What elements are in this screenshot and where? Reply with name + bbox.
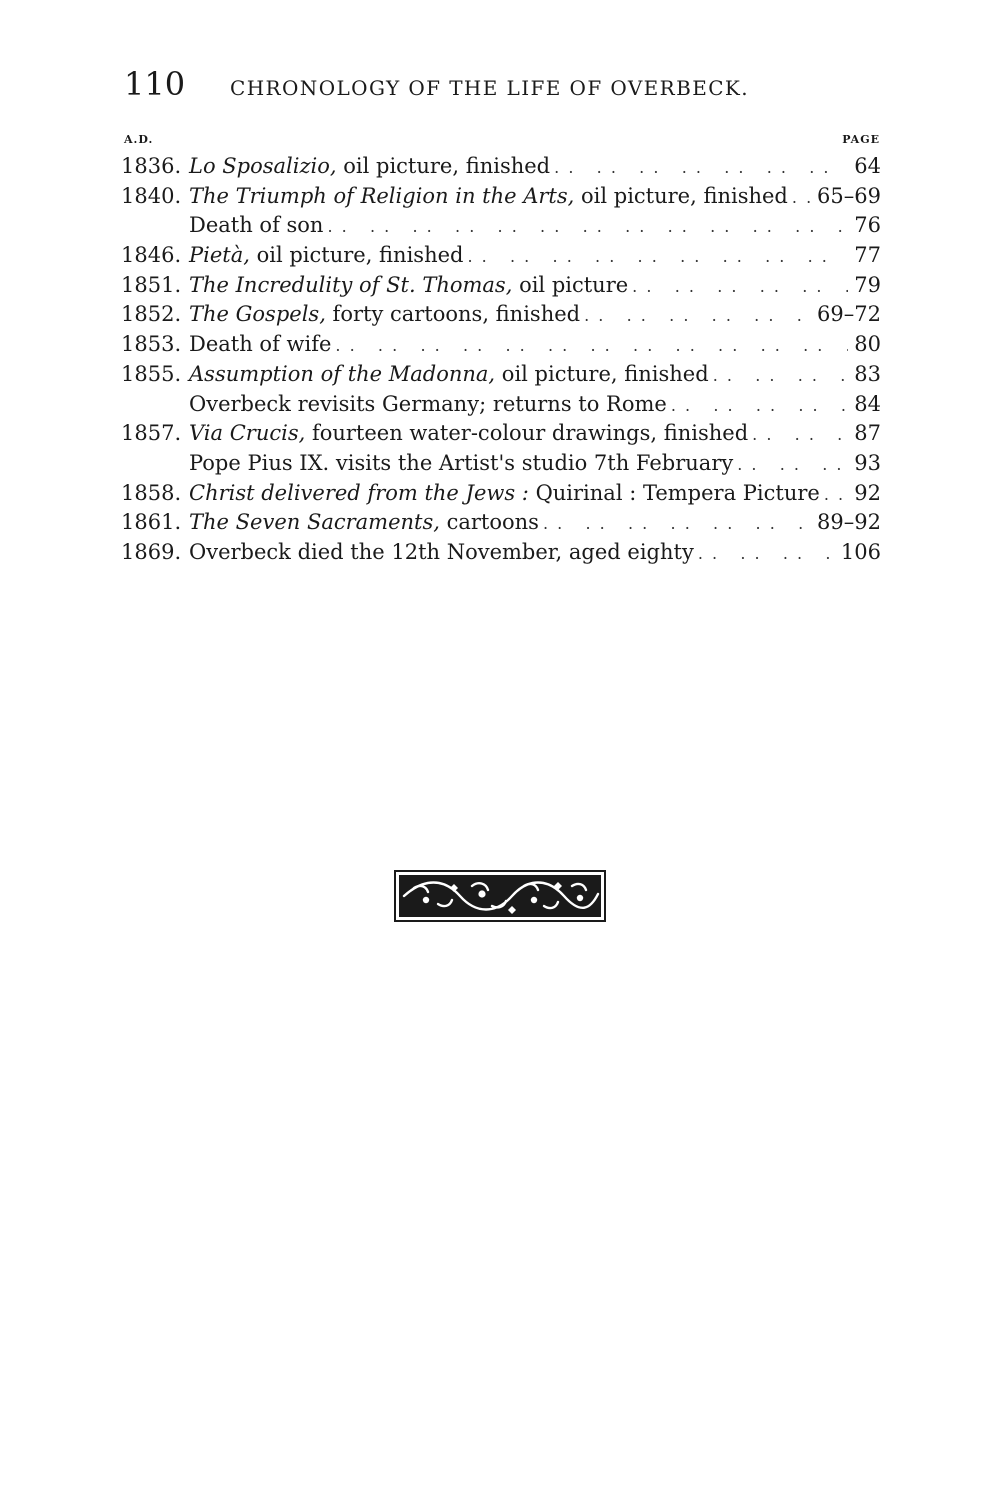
dot-leader: [467, 242, 848, 272]
page-number: 110: [124, 65, 186, 103]
dot-leader: [554, 153, 848, 183]
entry-description: [189, 419, 752, 449]
entry-year: 1855.: [121, 361, 182, 386]
entry-description: [189, 330, 335, 360]
foliate-scroll-ornament-icon: [394, 870, 606, 926]
entry-text: oil picture, finished: [495, 361, 709, 386]
entry-page-number: 64: [854, 154, 881, 178]
dot-leader: [713, 361, 849, 391]
entry-description: [189, 182, 792, 212]
entry-page-number: 92: [854, 480, 881, 505]
entry-year: 1858.: [121, 480, 182, 505]
dot-leader: [698, 539, 835, 569]
chronology-entry: [121, 211, 881, 241]
entry-year: 1840.: [121, 183, 182, 208]
entry-text: fourteen water-colour drawings, finished: [305, 421, 749, 446]
entry-year: 1846.: [121, 243, 182, 268]
entry-text: oil picture, finished: [574, 183, 788, 208]
entry-year: 1852.: [121, 302, 182, 327]
entry-year: 1853.: [121, 332, 182, 357]
entry-work-title: The Incredulity of St. Thomas,: [189, 272, 513, 297]
entry-text: Death of son: [189, 213, 324, 238]
entry-page-number: 83: [854, 361, 881, 386]
entry-year: 1851.: [121, 272, 182, 297]
entry-text: Overbeck revisits Germany; returns to Rome: [189, 391, 667, 416]
entry-text: oil picture, finished: [336, 154, 551, 178]
entry-work-title: Lo Sposalizio,: [189, 154, 337, 178]
chronology-entry: [121, 479, 881, 509]
entry-text: oil picture, finished: [249, 243, 464, 268]
chronology-entry: [121, 449, 881, 479]
entry-description: [189, 271, 632, 301]
chronology-entry: [121, 419, 881, 449]
entry-page-number: 84: [854, 391, 881, 416]
chronology-entry: [121, 241, 881, 271]
entry-work-title: The Seven Sacraments,: [189, 510, 440, 535]
dot-leader: [671, 391, 848, 421]
entry-page-number: 80: [854, 332, 881, 357]
entry-page-number: 77: [854, 243, 881, 268]
entry-page-number: 79: [854, 272, 881, 297]
entry-text: oil picture: [512, 272, 629, 297]
entry-description: [189, 152, 554, 182]
entry-text: Overbeck died the 12th November, aged eighty: [189, 539, 694, 564]
entry-work-title: The Gospels,: [189, 302, 326, 327]
entry-text: Quirinal : Tempera Picture: [528, 480, 820, 505]
entry-description: [189, 390, 671, 420]
dot-leader: [584, 301, 811, 331]
entry-page-number: 69–72: [817, 302, 881, 327]
dot-leader: [543, 509, 811, 539]
entry-page-number: 87: [854, 421, 881, 446]
entry-description: [189, 479, 824, 509]
dot-leader: [824, 480, 848, 510]
entry-text: forty cartoons, finished: [325, 302, 581, 327]
chronology-list: [121, 152, 881, 568]
entry-page-number: 89–92: [817, 510, 881, 535]
chronology-entry: [121, 538, 881, 568]
entry-year: 1869.: [121, 539, 182, 564]
entry-year: 1836.: [121, 154, 182, 178]
chronology-entry: [121, 182, 881, 212]
dot-leader: [335, 331, 848, 361]
chronology-entry: [121, 508, 881, 538]
entry-text: Pope Pius IX. visits the Artist's studio 7th February: [189, 450, 734, 475]
column-header-ad: A.D.: [124, 133, 154, 146]
dot-leader: [752, 420, 848, 450]
entry-description: [189, 241, 467, 271]
entry-description: [189, 449, 737, 479]
entry-work-title: Assumption of the Madonna,: [189, 361, 496, 386]
entry-work-title: Christ delivered from the Jews :: [189, 480, 529, 505]
entry-description: [189, 508, 543, 538]
entry-page-number: 76: [854, 213, 881, 238]
chronology-entry: [121, 390, 881, 420]
chronology-entry: [121, 152, 881, 182]
entry-work-title: The Triumph of Religion in the Arts,: [189, 183, 575, 208]
entry-work-title: Via Crucis,: [189, 421, 306, 446]
entry-year: 1861.: [121, 510, 182, 535]
chronology-entry: [121, 271, 881, 301]
entry-description: [189, 538, 698, 568]
dot-leader: [632, 272, 848, 302]
dot-leader: [792, 183, 811, 213]
chronology-entry: [121, 300, 881, 330]
dot-leader: [737, 450, 848, 480]
entry-description: [189, 211, 327, 241]
entry-year: 1857.: [121, 421, 182, 446]
column-header-page: PAGE: [842, 133, 880, 146]
entry-page-number: 106: [840, 539, 881, 564]
entry-text: cartoons: [439, 510, 539, 535]
chronology-entry: [121, 330, 881, 360]
entry-page-number: 65–69: [817, 183, 881, 208]
dot-leader: [327, 212, 848, 242]
entry-description: [189, 300, 584, 330]
entry-page-number: 93: [854, 450, 881, 475]
entry-description: [189, 360, 713, 390]
running-title: CHRONOLOGY OF THE LIFE OF OVERBECK.: [230, 76, 750, 100]
entry-text: Death of wife: [189, 332, 332, 357]
entry-work-title: Pietà,: [189, 243, 250, 268]
chronology-entry: [121, 360, 881, 390]
